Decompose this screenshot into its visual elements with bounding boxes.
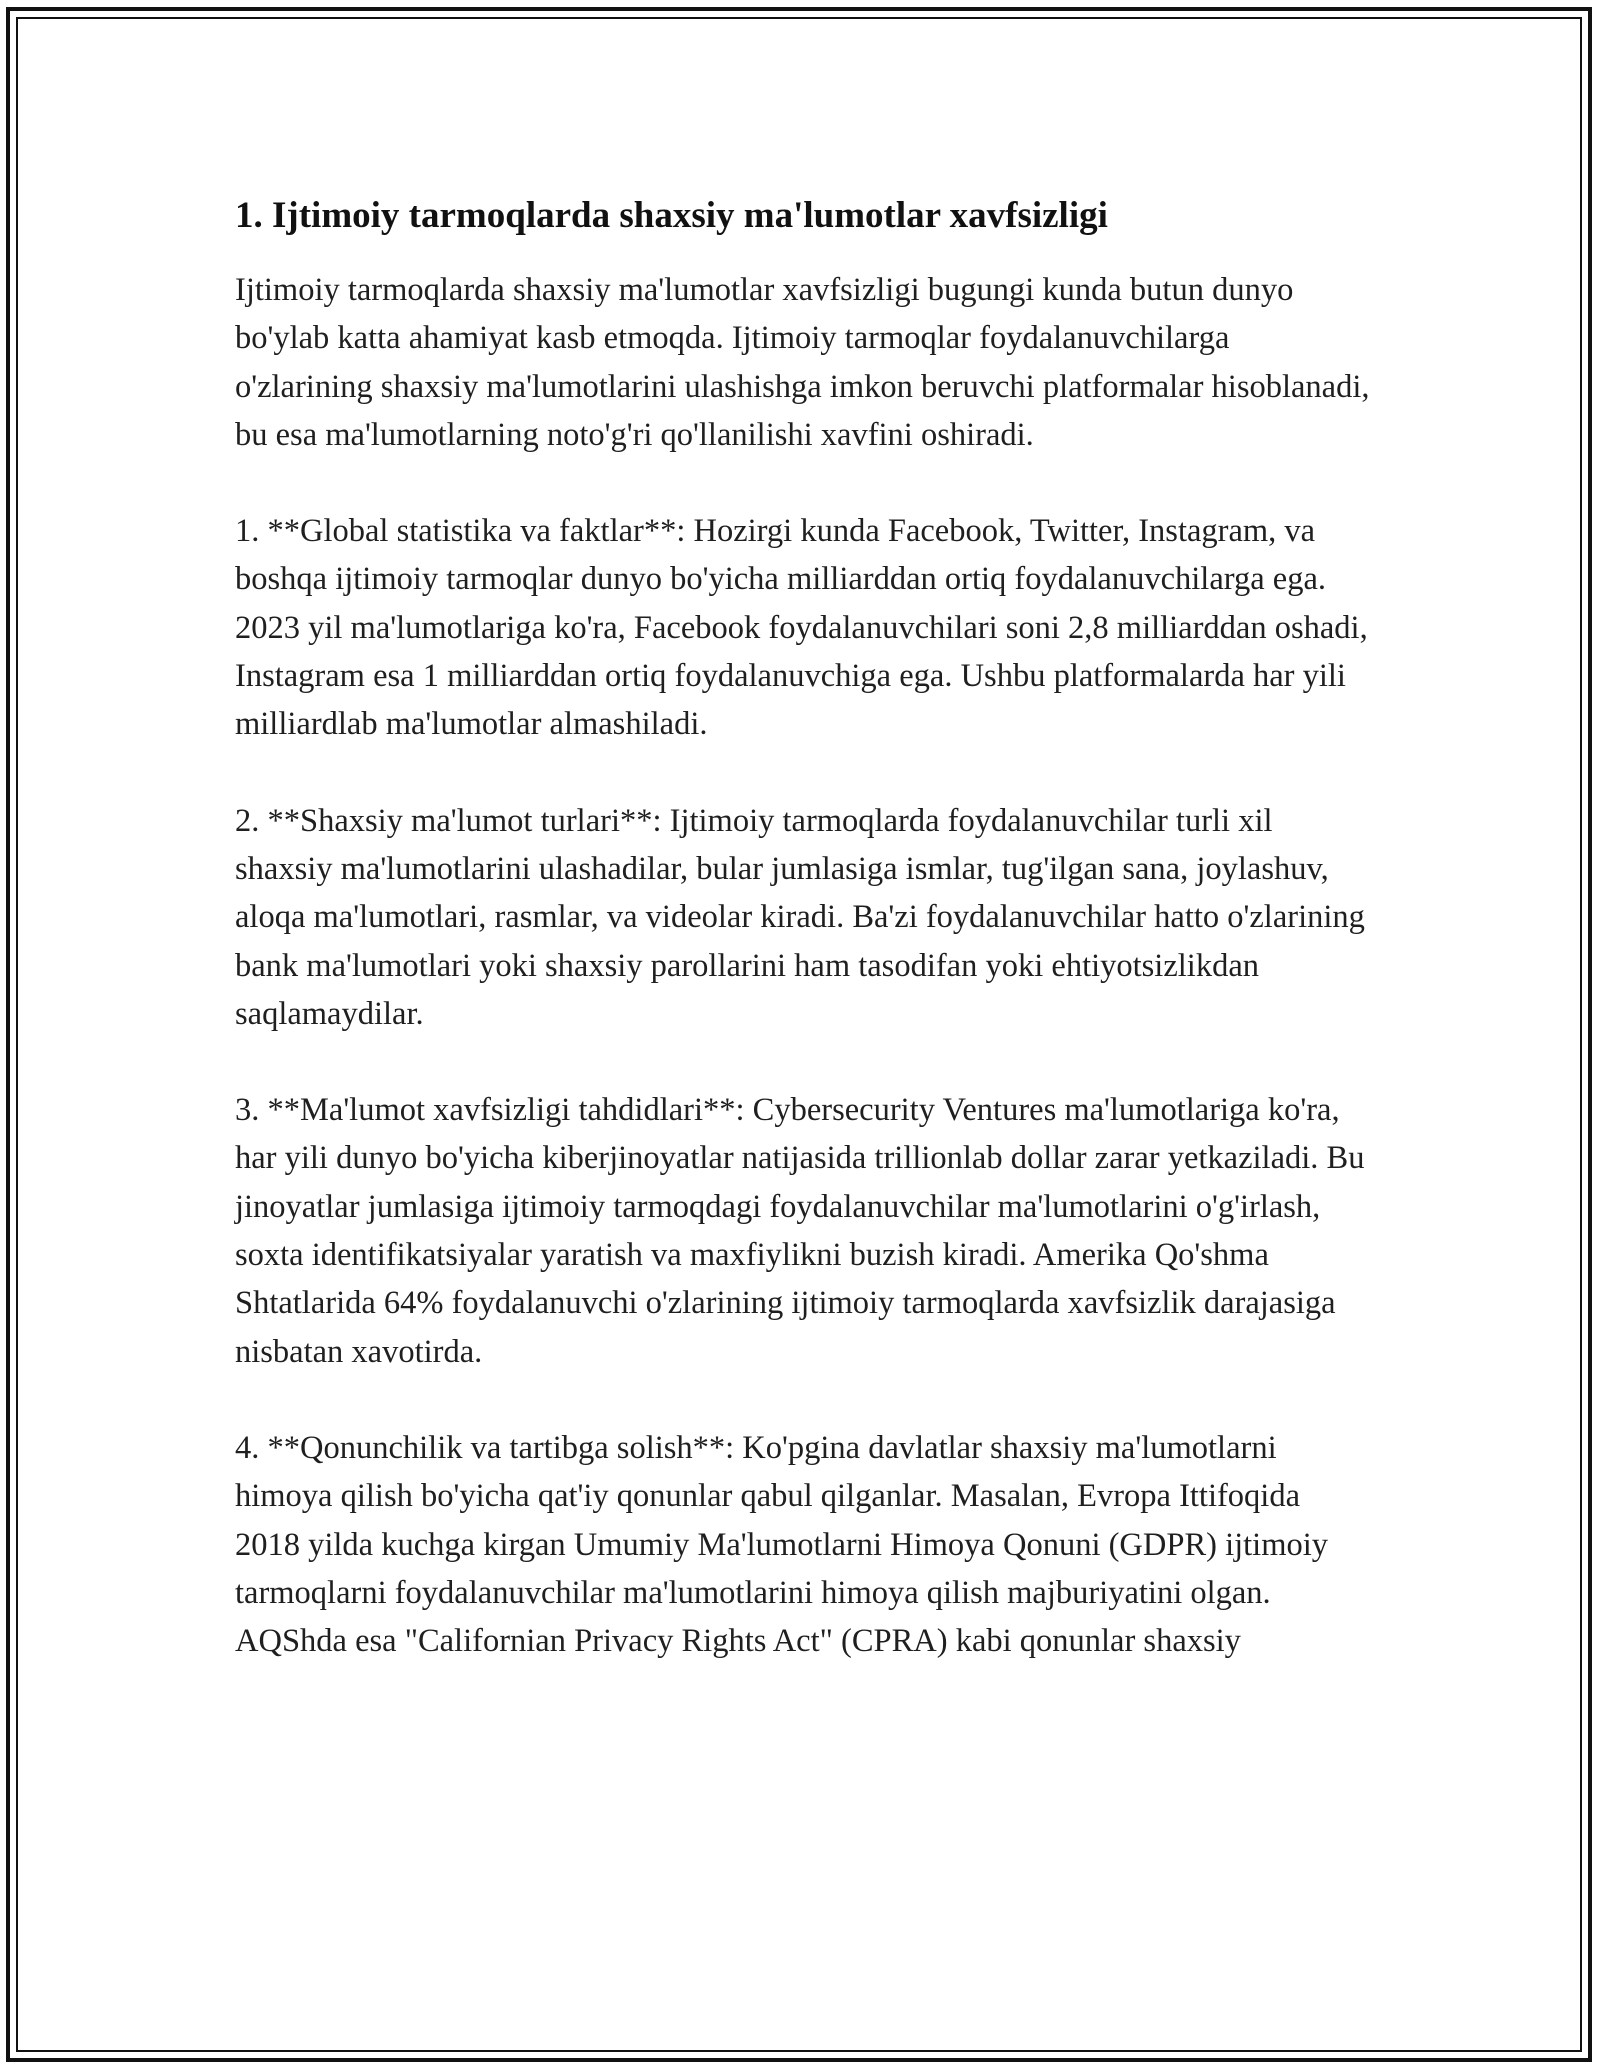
document-title: 1. Ijtimoiy tarmoqlarda shaxsiy ma'lumotlar xavfsizligi [235,195,1108,236]
paragraph-legislation: 4. **Qonunchilik va tartibga solish**: Ko'pgina davlatlar shaxsiy ma'lumotlarni himoya qilish bo'yicha qat'iy qonunlar qabul qilganlar. Masalan, Evropa Ittifoqida 2018 yilda kuchga kirgan Umumiy Ma'lumotlarni Himoya Qonuni (GDPR) ijtimoiy tarmoqlarni foydalanuvchilar ma'lumotlarini himoya qilish majburiyatini olgan. AQShda esa "Californian Privacy Rights Act" (CPRA) kabi qonunlar shaxsiy [235,1429,1329,1660]
paragraph-global-statistics: 1. **Global statistika va faktlar**: Hozirgi kunda Facebook, Twitter, Instagram, va boshqa ijtimoiy tarmoqlar dunyo bo'yicha milliarddan ortiq foydalanuvchilarga ega. 2023 yil ma'lumotlariga ko'ra, Facebook foydalanuvchilari soni 2,8 milliarddan oshadi, Instagram esa 1 milliarddan ortiq foydalanuvchiga ega. Ushbu platformalarda har yili milliardlab ma'lumotlar almashiladi. [235,513,1368,743]
paragraph-intro: Ijtimoiy tarmoqlarda shaxsiy ma'lumotlar xavfsizligi bugungi kunda butun dunyo bo'ylab katta ahamiyat kasb etmoqda. Ijtimoiy tarmoqlar foydalanuvchilarga o'zlarining shaxsiy ma'lumotlarini ulashishga imkon beruvchi platformalar hisoblanadi, bu esa ma'lumotlarning noto'g'ri qo'llanilishi xavfini oshiradi. [235,272,1370,453]
paragraph-personal-data-types: 2. **Shaxsiy ma'lumot turlari**: Ijtimoiy tarmoqlarda foydalanuvchilar turli xil shaxsiy ma'lumotlarini ulashadilar, bular jumlasiga ismlar, tug'ilgan sana, joylashuv, aloqa ma'lumotlari, rasmlar, va videolar kiradi. Ba'zi foydalanuvchilar hatto o'zlarining bank ma'lumotlari yoki shaxsiy parollarini ham tasodifan yoki ehtiyotsizlikdan saqlamaydilar. [235,802,1365,1032]
document-body [235,188,1370,1665]
paragraph-security-threats: 3. **Ma'lumot xavfsizligi tahdidlari**: Cybersecurity Ventures ma'lumotlariga ko'ra, har yili dunyo bo'yicha kiberjinoyatlar natijasida trillionlab dollar zarar yetkaziladi. Bu jinoyatlar jumlasiga ijtimoiy tarmoqdagi foydalanuvchilar ma'lumotlarini o'g'irlash, soxta identifikatsiyalar yaratish va maxfiylikni buzish kiradi. Amerika Qo'shma Shtatlarida 64% foydalanuvchi o'zlarining ijtimoiy tarmoqlarda xavfsizlik darajasiga nisbatan xavotirda. [235,1092,1365,1370]
